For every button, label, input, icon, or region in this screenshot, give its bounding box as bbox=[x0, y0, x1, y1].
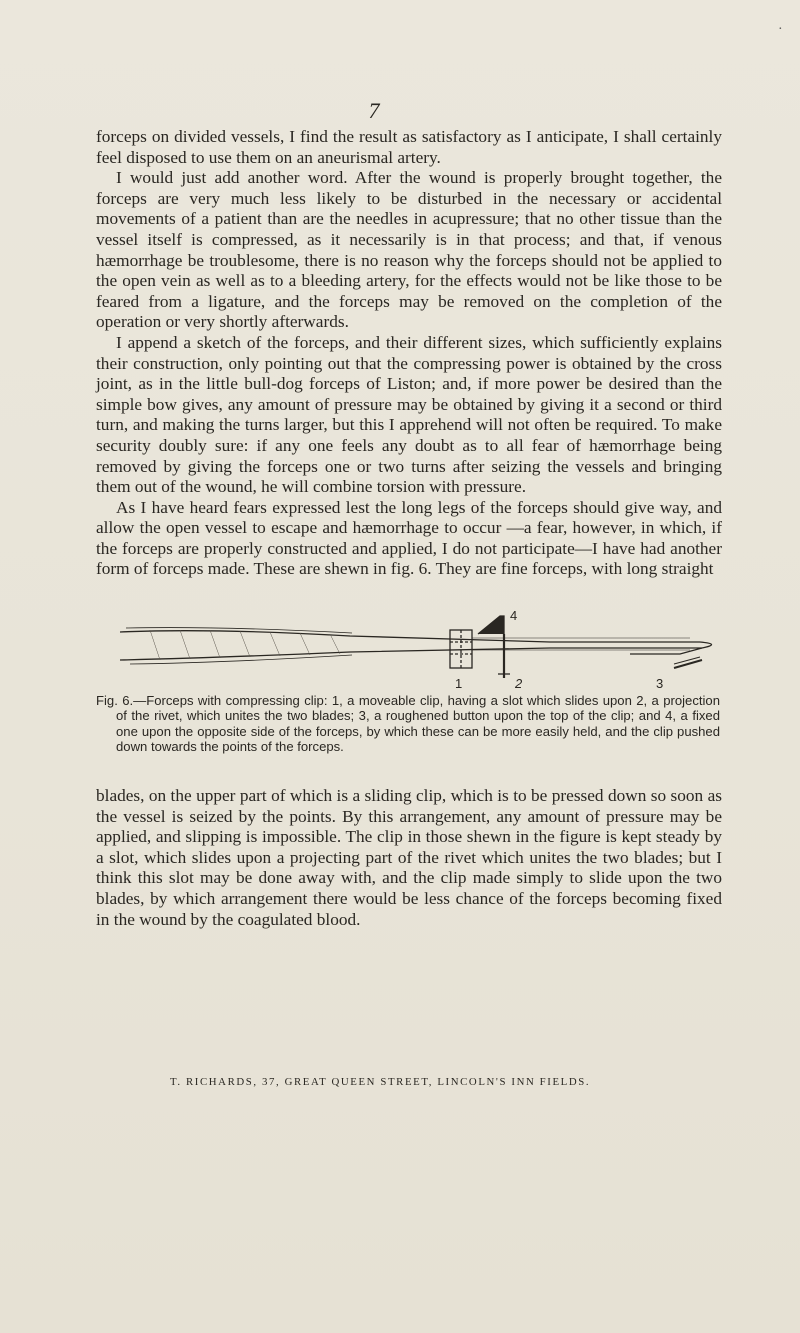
top-body-text bbox=[96, 127, 722, 580]
bottom-body-text bbox=[96, 786, 722, 930]
paragraph: forceps on divided vessels, I find the result as satisfactory as I anticipate, I shall certainly feel disposed to use them on an aneurismal artery. bbox=[96, 127, 722, 167]
caption-label: Fig. 6. bbox=[96, 693, 134, 708]
forceps-tip bbox=[700, 642, 712, 648]
roughened-button bbox=[674, 660, 702, 668]
upper-blade bbox=[120, 631, 700, 642]
figure-label: 4 bbox=[510, 608, 518, 623]
corner-mark: · bbox=[778, 22, 783, 37]
paragraph: As I have heard fears expressed lest the long legs of the forceps should give way, and allow the open vessel to escape and hæmorrhage to occur —a fear, however, in which, if the forceps are properly constructed and applied, I do not participate—I have had another form of forceps made. These are shewn in fig. 6. They are fine forceps, with long straight bbox=[96, 497, 722, 579]
figure-caption bbox=[96, 693, 720, 755]
printer-imprint: T. RICHARDS, 37, GREAT QUEEN STREET, LINCOLN'S INN FIELDS. bbox=[170, 1076, 591, 1088]
forceps-illustration bbox=[90, 608, 730, 690]
fixed-button bbox=[478, 616, 504, 634]
paragraph: I append a sketch of the forceps, and their different sizes, which sufficiently explains their construction, only pointing out that the compressing power is obtained by the cross joint, as in the little bull-dog forceps of Liston; and, if more power be desired than the simple bow gives, any amount of pressure may be obtained by giving it a second or third turn, and making the turns larger, but this I apprehend will not often be required. To make security doubly sure: if any one feels any doubt as to all fear of hæmorrhage being removed by giving the forceps one or two turns after seizing the vessels and bringing them out of the wound, he will combine torsion with pressure. bbox=[96, 332, 722, 497]
figure-label: 2 bbox=[515, 676, 523, 690]
figure-label: 1 bbox=[455, 676, 463, 690]
page-number: 7 bbox=[368, 98, 380, 123]
caption-text: —Forceps with compressing clip: 1, a moveable clip, having a slot which slides upon 2, a projection of the rivet, which unites the two blades; 3, a roughened button upon the top of the clip; and 4, a fixed one upon the opposite side of the forceps, by which these can be more easily held, and the clip pushed down towards the points of the forceps. bbox=[116, 693, 720, 755]
paragraph: blades, on the upper part of which is a sliding clip, which is to be pressed down so soon as the vessel is seized by the points. By this arrangement, any amount of pressure may be applied, and slipping is impossible. The clip in those shewn in the figure is kept steady by a slot, which slides upon a projecting part of the rivet which unites the two blades; but I think this slot may be done away with, and the clip made simply to slide upon the two blades, by which arrangement there would be less chance of the forceps becoming fixed in the wound by the coagulated blood. bbox=[96, 786, 722, 929]
figure-label: 3 bbox=[656, 676, 664, 690]
paragraph: I would just add another word. After the wound is properly brought together, the forceps are very much less likely to be disturbed in the necessary or accidental movements of a patient than are the needles in acupressure; that no other tissue than the vessel itself is compressed, as it necessarily is in that process; and that, if venous hæmorrhage be troublesome, there is no reason why the forceps should not be applied to the open vein as well as to a bleeding artery, for the effects would not be like those to be feared from a ligature, and the forceps may be removed on the completion of the operation or very shortly afterwards. bbox=[96, 168, 722, 332]
